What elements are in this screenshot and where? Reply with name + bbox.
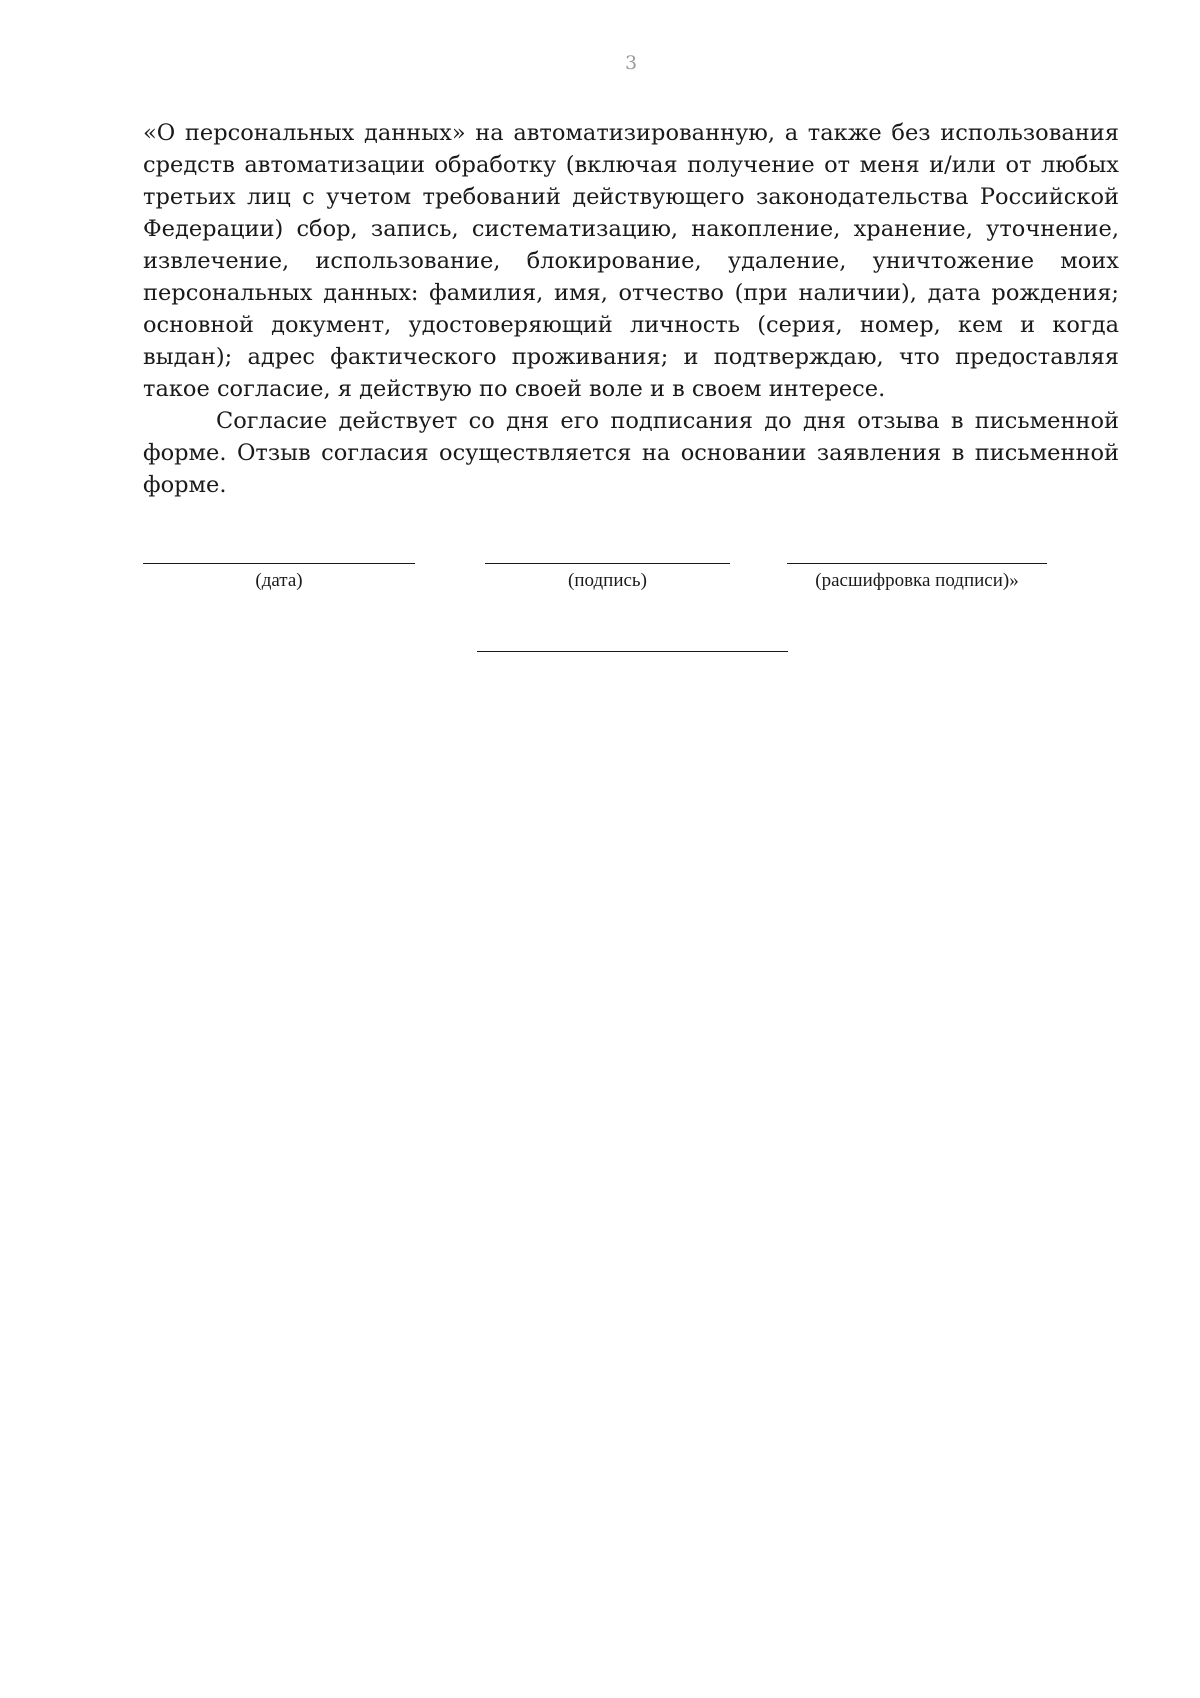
signature-line [485, 563, 730, 592]
date-caption: (дата) [255, 570, 303, 591]
signature-block [0, 563, 1200, 603]
page-number: 3 [624, 52, 638, 74]
signature-decoding-caption: (расшифровка подписи)» [815, 570, 1019, 591]
consent-paragraph-validity: Согласие действует со дня его подписания до дня отзыва в письменной форме. Отзыв согласия осуществляется на основании заявления в письменной форме. [143, 408, 1119, 498]
end-of-document-line [477, 651, 788, 652]
date-line [143, 563, 415, 592]
consent-paragraph-processing: «О персональных данных» на автоматизированную, а также без использования средств автоматизации обработку (включая получение от меня и/или от любых третьих лиц с учетом требований действующего законодательства Российской Федерации) сбор, запись, систематизацию, накопление, хранение, уточнение, извлечение, использование, блокирование, удаление, уничтожение моих персональных данных: фамилия, имя, отчество (при наличии), дата рождения; основной документ, удостоверяющий личность (серия, номер, кем и когда выдан); адрес фактического проживания; и подтверждаю, что предоставляя такое согласие, я действую по своей воле и в своем интересе. [143, 120, 1119, 402]
signature-decoding-line [787, 563, 1047, 592]
consent-body-text [143, 117, 1119, 501]
signature-caption: (подпись) [568, 570, 647, 591]
